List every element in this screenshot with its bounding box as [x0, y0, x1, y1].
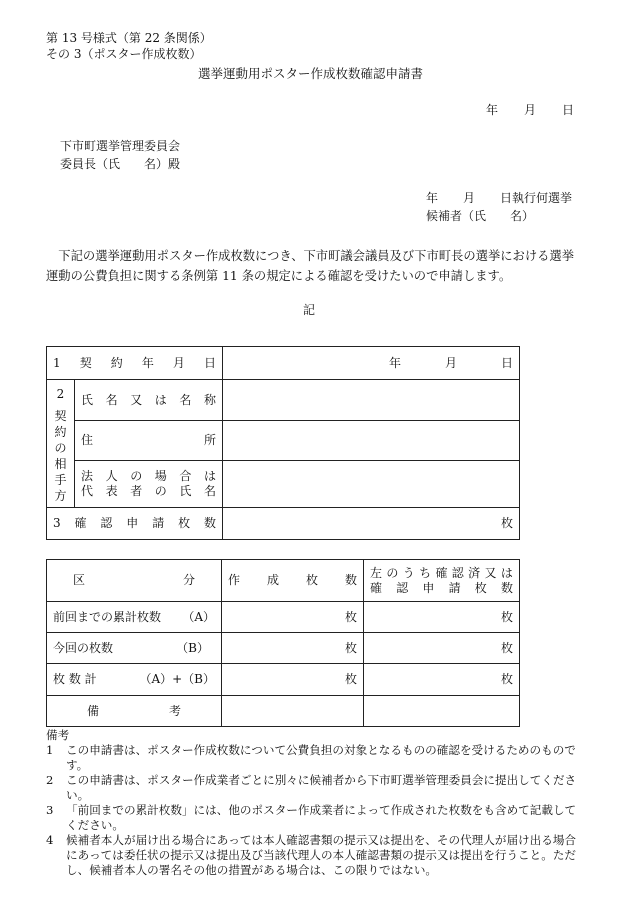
candidate-name: 候補者（氏 名） [426, 209, 535, 223]
current-confirmed-field[interactable]: 枚 [364, 633, 520, 664]
table-row [47, 633, 520, 664]
list-item: 1 この申請書は、ポスター作成枚数について公費負担の対象となるものの確認を受けるためのものです。 [46, 743, 576, 772]
counterparty-address-field[interactable] [223, 421, 520, 461]
previous-confirmed-field[interactable]: 枚 [364, 602, 520, 633]
counterparty-name-field[interactable] [223, 380, 520, 421]
contract-date-row [47, 347, 520, 380]
list-item: 3 「前回までの累計枚数」には、他のポスター作成業者によって作成された枚数をも含めて記載してください。 [46, 803, 577, 832]
representative-name-field[interactable] [223, 461, 520, 508]
counterparty-name-row [47, 380, 520, 421]
count-table-header [47, 560, 520, 602]
row-label-previous: 前回までの累計枚数 （A） [53, 609, 215, 624]
election-day-name: 日執行何選挙 [500, 191, 573, 205]
header-confirmed-line2: 確 認 申 請 枚 数 [370, 580, 513, 595]
notes-section [46, 728, 586, 878]
contract-date-field[interactable]: 年 月 日 [223, 347, 520, 380]
confirmation-count-field[interactable]: 枚 [223, 508, 520, 540]
counterparty-address-row [47, 421, 520, 461]
table-row [47, 664, 520, 696]
remarks-row [47, 696, 520, 727]
previous-made-field[interactable]: 枚 [222, 602, 364, 633]
counterparty-name-label: 氏 名 又 は 名 称 [81, 392, 216, 407]
contract-table [46, 346, 520, 540]
notes-heading: 備考 [46, 728, 70, 742]
ki-mark: 記 [303, 303, 316, 317]
table-row [47, 602, 520, 633]
document-title: 選挙運動用ポスター作成枚数確認申請書 [198, 66, 424, 81]
election-year: 年 [426, 191, 439, 205]
current-made-field[interactable]: 枚 [222, 633, 364, 664]
counterparty-address-label: 住 所 [81, 433, 216, 447]
election-month: 月 [463, 191, 476, 205]
header-confirmed-line1: 左 の う ち 確 認 済 又 は [370, 565, 513, 580]
remarks-made-field[interactable] [222, 696, 364, 727]
header-made-count: 作 成 枚 数 [228, 573, 357, 587]
list-item: 2 この申請書は、ポスター作成業者ごとに別々に候補者から下市町選挙管理委員会に提出してください。 [46, 773, 577, 802]
date-year: 年 [486, 103, 499, 117]
total-made-field[interactable]: 枚 [222, 664, 364, 696]
form-subtitle: その 3（ポスター作成枚数） [46, 47, 202, 61]
counterparty-representative-row [47, 461, 520, 508]
corporate-label-line1: 法 人 の 場 合 は [81, 469, 216, 483]
row-label-total: 枚 数 計 （A）+（B） [53, 672, 215, 686]
form-number: 第 13 号様式（第 22 条関係） [46, 31, 212, 45]
date-day: 日 [562, 103, 575, 117]
row-label-current: 今回の枚数 （B） [53, 640, 209, 655]
addressee-committee: 下市町選挙管理委員会 [60, 139, 181, 153]
date-month: 月 [524, 103, 537, 117]
corporate-label-line2: 代 表 者 の 氏 名 [81, 484, 216, 498]
header-category: 区 分 [73, 573, 195, 587]
confirmation-count-label: 3 確 認 申 請 枚 数 [53, 516, 216, 530]
confirmation-count-row [47, 508, 520, 540]
counterparty-group: 2 契 約 の 相 手 方 [47, 380, 75, 508]
remarks-confirmed-field[interactable] [364, 696, 520, 727]
contract-date-label: 1 契 約 年 月 日 [53, 355, 216, 370]
addressee-chair: 委員長（氏 名）殿 [60, 157, 181, 171]
count-table [46, 559, 520, 727]
total-confirmed-field[interactable]: 枚 [364, 664, 520, 696]
list-item: 4 候補者本人が届け出る場合にあっては本人確認書類の提示又は提出を、その代理人が届け出る場合にあっては委任状の提示又は提出及び当該代理人の本人確認書類の提示又は提出を行うこと。ただし、候補者本人の署名その他の措置がある場合は、この限りではない。 [46, 833, 577, 877]
request-text: 下記の選挙運動用ポスター作成枚数につき、下市町議会議員及び下市町長の選挙における選挙運動の公費負担に関する条例第 11 条の規定による確認を受けたいので申請します。 [46, 249, 575, 283]
remarks-label: 備 考 [87, 703, 181, 718]
